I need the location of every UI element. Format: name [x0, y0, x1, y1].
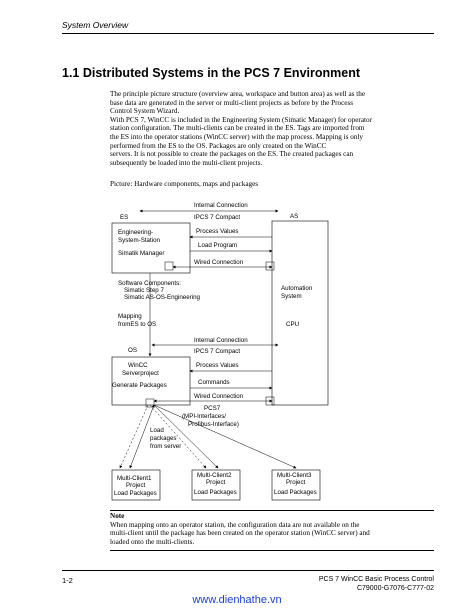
note-top-rule — [110, 510, 434, 511]
multi-client3-line: Project — [286, 479, 306, 486]
es-box-line: Engineering- — [118, 229, 154, 236]
load-packages-line — [120, 405, 148, 468]
section-title: 1.1 Distributed Systems in the PCS 7 Environment — [62, 66, 360, 80]
as-label: AS — [290, 213, 299, 220]
multi-client2-line: Load Packages — [194, 489, 237, 496]
software-components-line: Software Components: — [118, 280, 181, 287]
website-link[interactable]: www.dienhathe.vn — [192, 594, 282, 606]
intro-line: the ES into the operator stations (WinCC server) with the map process. Mapping is only — [110, 132, 364, 141]
commands-label: Commands — [198, 379, 230, 386]
multi-client3-line: Multi-Client3 — [277, 472, 312, 479]
ipcs-compact-label: IPCS 7 Compact — [194, 348, 241, 355]
internal-connection-label: Internal Connection — [194, 202, 248, 209]
load-packages-label: from server — [150, 443, 182, 450]
load-packages-label: Load — [150, 427, 164, 434]
mapping-label: Mapping — [118, 313, 142, 320]
note-title: Note — [110, 512, 125, 520]
process-values-label: Process Values — [196, 362, 239, 369]
cpu-label: CPU — [286, 321, 300, 328]
note-line: When mapping onto an operator station, the configuration data are not available on the — [110, 520, 360, 529]
multi-client1-line: Project — [126, 482, 146, 489]
wired-connection-label: Wired Connection — [194, 393, 244, 400]
as-port — [266, 262, 274, 270]
es-box-line: System-Station — [118, 237, 160, 244]
process-values-label: Process Values — [196, 228, 239, 235]
intro-line: With PCS 7, WinCC is included in the Engineering System (Simatic Manager) for operator — [110, 115, 372, 124]
os-box-line: Generate Packages — [112, 382, 167, 389]
running-header: System Overview — [62, 20, 129, 30]
automation-system-label: Automation — [281, 285, 313, 292]
page-number: 1-2 — [62, 576, 73, 585]
automation-system-label: System — [281, 293, 302, 300]
multi-client2-line: Multi-Client2 — [197, 472, 232, 479]
note-block — [110, 512, 410, 546]
multi-client2-line: Project — [206, 479, 226, 486]
os-port — [146, 399, 154, 407]
intro-line: base data are generated in the server or multi-client projects as before by the Process — [110, 98, 354, 107]
note-line: multi-client until the package has been created on the operator station (WinCC server) and — [110, 529, 370, 538]
multi-client1-line: Load Packages — [114, 490, 157, 497]
intro-line: Control System Wizard. — [110, 107, 180, 116]
pcs7-label: Profibus-Interface) — [188, 421, 239, 428]
es-box-line: Simatik Manager — [118, 250, 165, 257]
es-label: ES — [120, 214, 129, 221]
load-packages-label: packages — [150, 435, 177, 442]
doc-title: PCS 7 WinCC Basic Process Control — [318, 576, 434, 583]
es-port — [165, 262, 173, 270]
os-label: OS — [128, 347, 137, 354]
multi-client3-line: Load Packages — [274, 489, 317, 496]
os-box-line: WinCC — [128, 362, 148, 369]
internal-connection-label: Internal Connection — [194, 337, 248, 344]
intro-line: performed from the ES to the OS. Packages are only created on the WinCC — [110, 141, 327, 150]
software-components-line: Simatic Step 7 — [124, 287, 164, 294]
ipcs-compact-label: IPCS 7 Compact — [194, 214, 241, 221]
pcs7-label: (MPI-Interfaces/ — [182, 413, 227, 420]
pcs7-label: PCS7 — [204, 405, 221, 412]
intro-line: The principle picture structure (overview area, workspace and button area) as well as the — [110, 90, 366, 98]
footer-rule — [62, 570, 434, 571]
doc-number: C79000-G7076-C777-02 — [356, 584, 434, 592]
footer-doc-info — [319, 576, 434, 593]
mapping-label: fromES to OS — [118, 321, 157, 328]
wired-connection-label: Wired Connection — [194, 259, 244, 266]
intro-line: servers. It is not possible to create the packages on the ES. The created packages can — [110, 150, 354, 159]
multi-client1-line: Multi-Client1 — [117, 475, 152, 482]
load-program-label: Load Program — [198, 242, 238, 249]
intro-line: station configuration. The multi-clients can be created in the ES. Tags are imported from — [110, 124, 365, 133]
as-box — [272, 221, 328, 405]
note-bottom-rule — [110, 550, 434, 551]
os-box-line: Serverproject — [122, 370, 159, 377]
figure-caption: Picture: Hardware components, maps and packages — [110, 180, 259, 188]
note-line: loaded onto the multi-clients. — [110, 537, 195, 546]
software-components-line: Simatic AS-OS-Engineering — [124, 294, 201, 301]
os-box — [112, 357, 190, 405]
intro-line: subsequently be loaded into the multi-client projects. — [110, 158, 263, 167]
